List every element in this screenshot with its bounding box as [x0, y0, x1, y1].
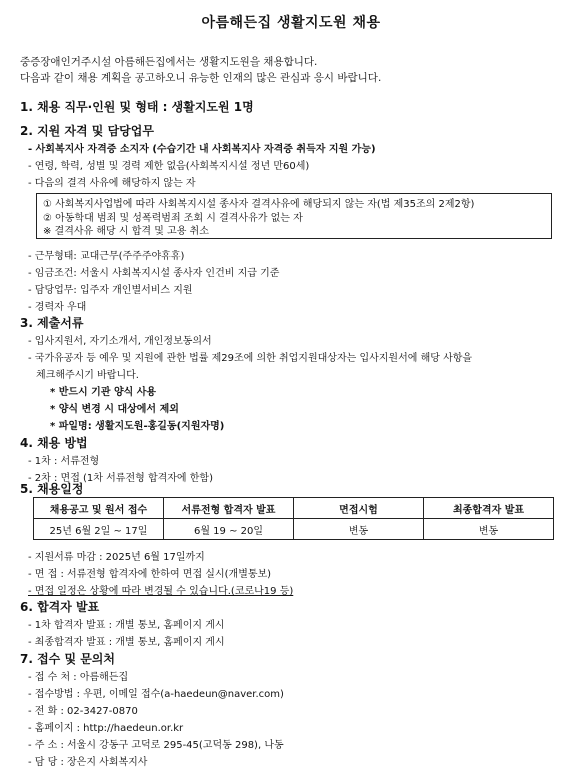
- qualification-item: - 다음의 결격 사유에 해당하지 않는 자: [28, 178, 196, 189]
- section-heading-qualifications: 2. 지원 자격 및 담당업무: [20, 124, 154, 138]
- schedule-note-underlined: - 면접 일정은 상황에 따라 변경될 수 있습니다.(코로나19 등): [28, 586, 294, 597]
- contact-receiver: - 접 수 처 : 아름해든집: [28, 672, 129, 683]
- announcement-item: - 1차 합격자 발표 : 개별 통보, 홈페이지 게시: [28, 620, 225, 631]
- schedule-note: - 지원서류 마감 : 2025년 6월 17일까지: [28, 552, 205, 563]
- schedule-header-cell: 면접시험: [294, 498, 424, 519]
- document-item: - 입사지원서, 자기소개서, 개인정보동의서: [28, 336, 212, 347]
- document-note: * 양식 변경 시 대상에서 제외: [50, 404, 179, 415]
- document-note: * 반드시 기관 양식 사용: [50, 387, 157, 398]
- disqualification-item: ② 아동학대 범죄 및 성폭력범죄 조회 시 결격사유가 없는 자: [43, 212, 303, 224]
- schedule-header-cell: 서류전형 합격자 발표: [164, 498, 294, 519]
- section-heading-announcement: 6. 합격자 발표: [20, 600, 100, 614]
- section-heading-methods: 4. 채용 방법: [20, 436, 88, 450]
- intro-line: 중증장애인거주시설 아름해든집에서는 생활지도원을 채용합니다.: [20, 56, 318, 68]
- document-title: 아름해든집 생활지도원 채용: [201, 15, 381, 31]
- intro-line: 다음과 같이 채용 계획을 공고하오니 유능한 인재의 많은 관심과 응시 바랍니다.: [20, 72, 382, 84]
- method-item: - 1차 : 서류전형: [28, 456, 100, 467]
- document-item-continued: 체크해주시기 바랍니다.: [36, 370, 139, 381]
- work-type: - 근무형태: 교대근무(주주주야휴휴): [28, 251, 185, 262]
- section-heading-documents: 3. 제출서류: [20, 316, 84, 330]
- announcement-item: - 최종합격자 발표 : 개별 통보, 홈페이지 게시: [28, 637, 225, 648]
- contact-address: - 주 소 : 서울시 강동구 고덕로 295-45(고덕동 298), 나동: [28, 740, 284, 751]
- contact-person: - 담 당 : 장은지 사회복지사: [28, 757, 148, 768]
- schedule-header-row: [34, 498, 554, 519]
- document-item: - 국가유공자 등 예우 및 지원에 관한 법률 제29조에 의한 취업지원대상자는 입사지원서에 해당 사항을: [28, 353, 473, 364]
- schedule-cell: 변동: [294, 519, 424, 540]
- document-note: * 파일명: 생활지도원-홍길동(지원자명): [50, 421, 225, 432]
- disqualification-note: ※ 결격사유 해당 시 합격 및 고용 취소: [43, 226, 209, 237]
- disqualification-box: [36, 193, 552, 239]
- schedule-cell: 25년 6월 2일 ~ 17일: [34, 519, 164, 540]
- contact-homepage: - 홈페이지 : http://haedeun.or.kr: [28, 723, 184, 734]
- qualification-item: - 사회복지사 자격증 소지자 (수습기간 내 사회복지사 자격증 취득자 지원 가능): [28, 144, 376, 155]
- section-heading-contact: 7. 접수 및 문의처: [20, 652, 115, 666]
- schedule-data-row: [34, 519, 554, 540]
- disqualification-item: ① 사회복지사업법에 따라 사회복지시설 종사자 결격사유에 해당되지 않는 자(법 제35조의 2제2항): [43, 199, 475, 210]
- experience-preferred: - 경력자 우대: [28, 302, 87, 313]
- qualification-item: - 연령, 학력, 성별 및 경력 제한 없음(사회복지시설 정년 만60세): [28, 161, 310, 172]
- schedule-header-cell: 최종합격자 발표: [424, 498, 554, 519]
- duties: - 담당업무: 입주자 개인별서비스 지원: [28, 285, 193, 296]
- contact-method: - 접수방법 : 우편, 이메일 접수(a-haedeun@naver.com): [28, 689, 284, 700]
- section-heading-position: 1. 채용 직무·인원 및 형태 : 생활지도원 1명: [20, 100, 254, 114]
- contact-phone: - 전 화 : 02-3427-0870: [28, 706, 138, 717]
- salary-condition: - 임금조건: 서울시 사회복지시설 종사자 인건비 지급 기준: [28, 268, 280, 279]
- schedule-cell: 변동: [424, 519, 554, 540]
- schedule-note: - 면 접 : 서류전형 합격자에 한하여 면접 실시(개별통보): [28, 569, 272, 580]
- schedule-header-cell: 채용공고 및 원서 접수: [34, 498, 164, 519]
- schedule-table: [33, 497, 554, 540]
- method-item: - 2차 : 면접 (1차 서류전형 합격자에 한함): [28, 473, 213, 484]
- intro-paragraph: [20, 54, 381, 86]
- schedule-cell: 6월 19 ~ 20일: [164, 519, 294, 540]
- section-heading-schedule: 5. 채용일정: [20, 482, 84, 496]
